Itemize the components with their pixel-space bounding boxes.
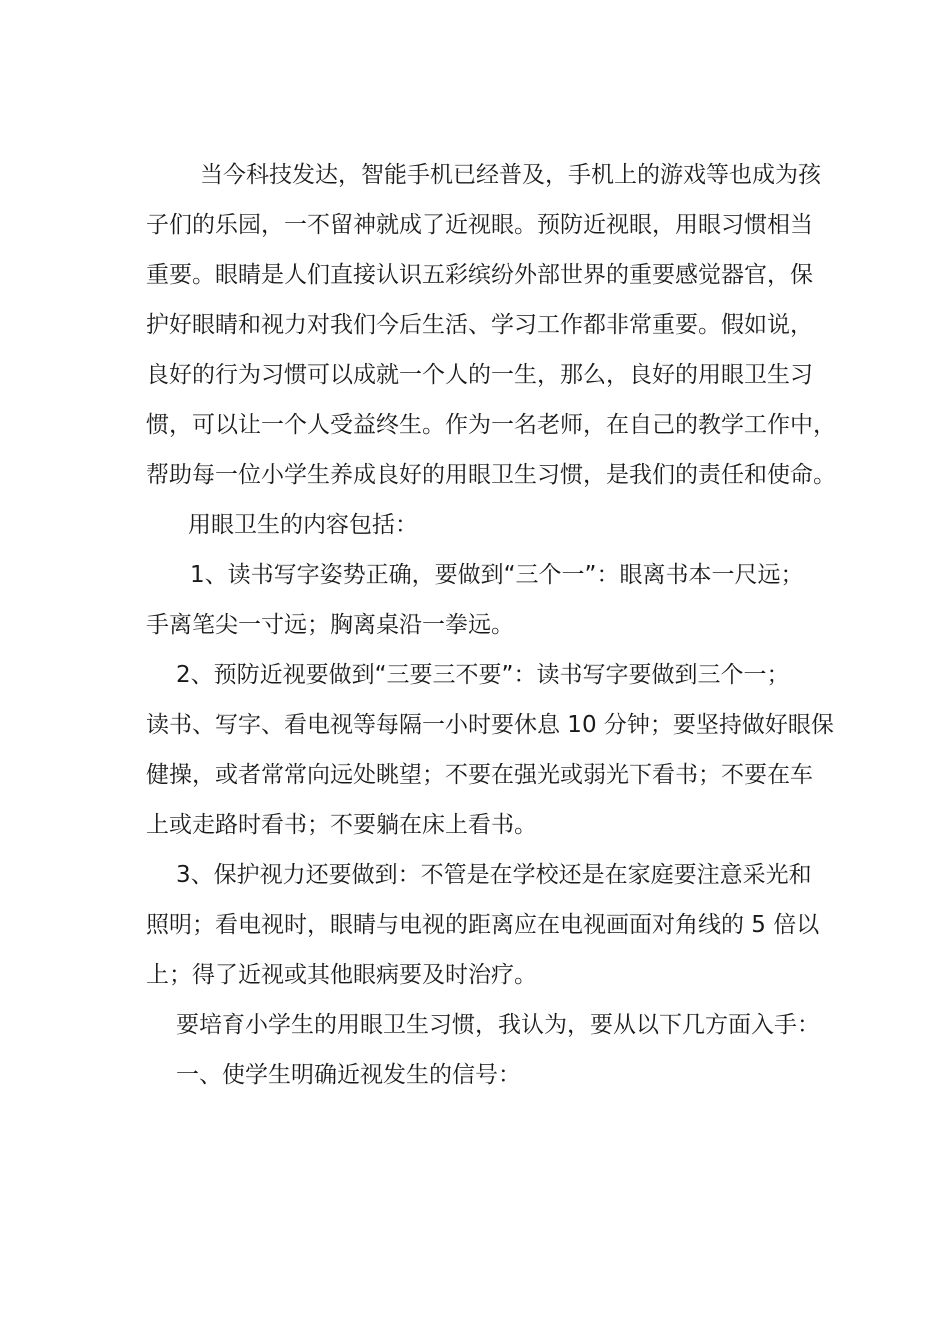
- paragraph-intro-line-5: 良好的行为习惯可以成就一个人的一生，那么，良好的用眼卫生习: [146, 362, 813, 388]
- paragraph-intro-line-2: 子们的乐园，一不留神就成了近视眼。预防近视眼，用眼习惯相当: [146, 212, 813, 238]
- paragraph-item-2-line-2: 读书、写字、看电视等每隔一小时要休息 10 分钟；要坚持做好眼保: [146, 712, 834, 738]
- paragraph-item-2-line-1: 2、预防近视要做到“三要三不要”：读书写字要做到三个一；: [176, 662, 790, 688]
- section-heading-one: 一、使学生明确近视发生的信号：: [176, 1062, 521, 1088]
- paragraph-contents-heading: 用眼卫生的内容包括：: [188, 512, 418, 538]
- paragraph-item-3-line-3: 上；得了近视或其他眼病要及时治疗。: [146, 962, 537, 988]
- paragraph-approach-line: 要培育小学生的用眼卫生习惯，我认为，要从以下几方面入手：: [176, 1012, 820, 1038]
- paragraph-item-3-line-1: 3、保护视力还要做到：不管是在学校还是在家庭要注意采光和: [176, 862, 812, 888]
- paragraph-intro-line-4: 护好眼睛和视力对我们今后生活、学习工作都非常重要。假如说，: [146, 312, 813, 338]
- paragraph-intro-line-7: 帮助每一位小学生养成良好的用眼卫生习惯，是我们的责任和使命。: [146, 462, 836, 488]
- paragraph-item-2-line-3: 健操，或者常常向远处眺望；不要在强光或弱光下看书；不要在车: [146, 762, 813, 788]
- paragraph-item-2-line-4: 上或走路时看书；不要躺在床上看书。: [146, 812, 537, 838]
- paragraph-item-3-line-2: 照明；看电视时，眼睛与电视的距离应在电视画面对角线的 5 倍以: [146, 912, 820, 938]
- paragraph-intro-line-1: 当今科技发达，智能手机已经普及，手机上的游戏等也成为孩: [200, 162, 821, 188]
- paragraph-item-1-line-2: 手离笔尖一寸远；胸离桌沿一拳远。: [146, 612, 514, 638]
- paragraph-item-1-line-1: 1、读书写字姿势正确，要做到“三个一”：眼离书本一尺远；: [190, 562, 804, 588]
- paragraph-intro-line-6: 惯，可以让一个人受益终生。作为一名老师，在自己的教学工作中，: [146, 412, 836, 438]
- paragraph-intro-line-3: 重要。眼睛是人们直接认识五彩缤纷外部世界的重要感觉器官，保: [146, 262, 813, 288]
